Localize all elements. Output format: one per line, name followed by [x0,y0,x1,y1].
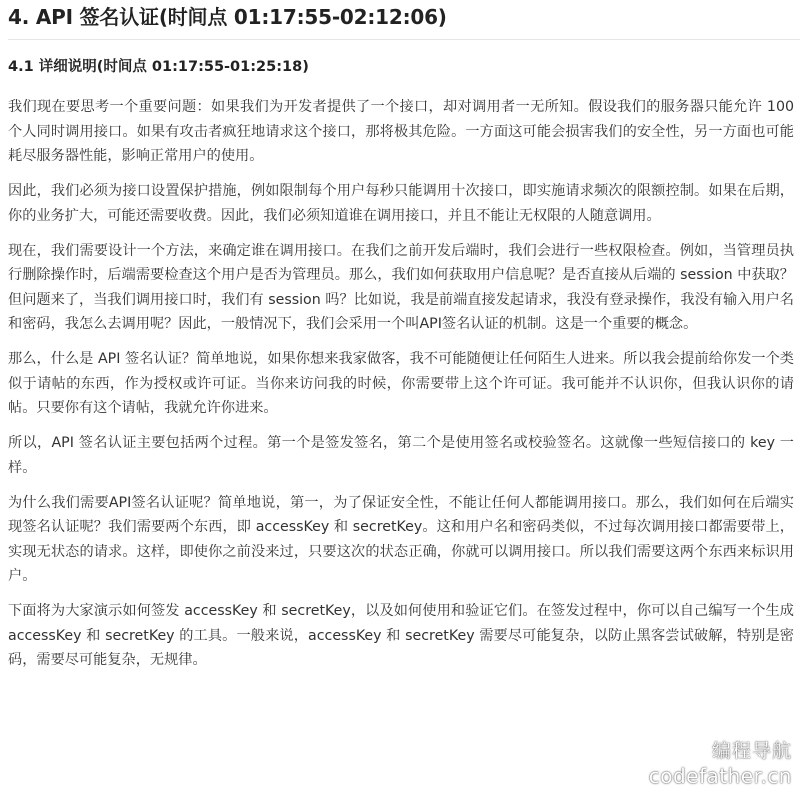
paragraph: 因此，我们必须为接口设置保护措施，例如限制每个用户每秒只能调用十次接口，即实施请求频次的限额控制。如果在后期，你的业务扩大，可能还需要收费。因此，我们必须知道谁在调用接口，并且不能让无权限的人随意调用。 [8,183,794,224]
watermark-chinese: 编程导航 [711,740,792,762]
paragraph: 为什么我们需要API签名认证呢？简单地说，第一，为了保证安全性，不能让任何人都能调用接口。那么，我们如何在后端实现签名认证呢？我们需要两个东西，即 accessKey 和 secretKey。这和用户名和密码类似，不过每次调用接口都需要带上，实现无状态的请求。这样，即使你之前没来过，只要这次的状态正确，你就可以调用接口。所以我们需要这两个东西来标识用户。 [8,494,794,584]
paragraph: 现在，我们需要设计一个方法，来确定谁在调用接口。在我们之前开发后端时，我们会进行一些权限检查。例如，当管理员执行删除操作时，后端需要检查这个用户是否为管理员。那么，我们如何获取用户信息呢？是否直接从后端的 session 中获取？但问题来了，当我们调用接口时，我们有 session 吗？比如说，我是前端直接发起请求，我没有登录操作，我没有输入用户名和密码，我怎么去调用呢？因此，一般情况下，我们会采用一个叫API签名认证的机制。这是一个重要的概念。 [8,242,794,332]
article [8,0,794,668]
subsection-heading: 4.1 详细说明(时间点 01:17:55-01:25:18) [8,59,309,75]
heading-divider [8,39,800,40]
paragraph: 那么，什么是 API 签名认证？简单地说，如果你想来我家做客，我不可能随便让任何陌生人进来。所以我会提前给你发一个类似于请帖的东西，作为授权或许可证。当你来访问我的时候，你需要带上这个许可证。我可能并不认识你，但我认识你的请帖。只要你有这个请帖，我就允许你进来。 [8,351,794,416]
paragraph: 下面将为大家演示如何签发 accessKey 和 secretKey，以及如何使用和验证它们。在签发过程中，你可以自己编写一个生成 accessKey 和 secretKey 的工具。一般来说，accessKey 和 secretKey 需要尽可能复杂，以防止黑客尝试破解，特别是密码，需要尽可能复杂，无规律。 [8,603,794,668]
section-heading: 4. API 签名认证(时间点 01:17:55-02:12:06) [8,5,447,29]
article-body [8,95,794,683]
paragraph: 我们现在要思考一个重要问题：如果我们为开发者提供了一个接口，却对调用者一无所知。假设我们的服务器只能允许 100 个人同时调用接口。如果有攻击者疯狂地请求这个接口，那将极其危险。一方面这可能会损害我们的安全性，另一方面也可能耗尽服务器性能，影响正常用户的使用。 [8,99,794,164]
paragraph: 所以，API 签名认证主要包括两个过程。第一个是签发签名，第二个是使用签名或校验签名。这就像一些短信接口的 key 一样。 [8,435,794,476]
watermark-url: codefather.cn [648,764,792,788]
